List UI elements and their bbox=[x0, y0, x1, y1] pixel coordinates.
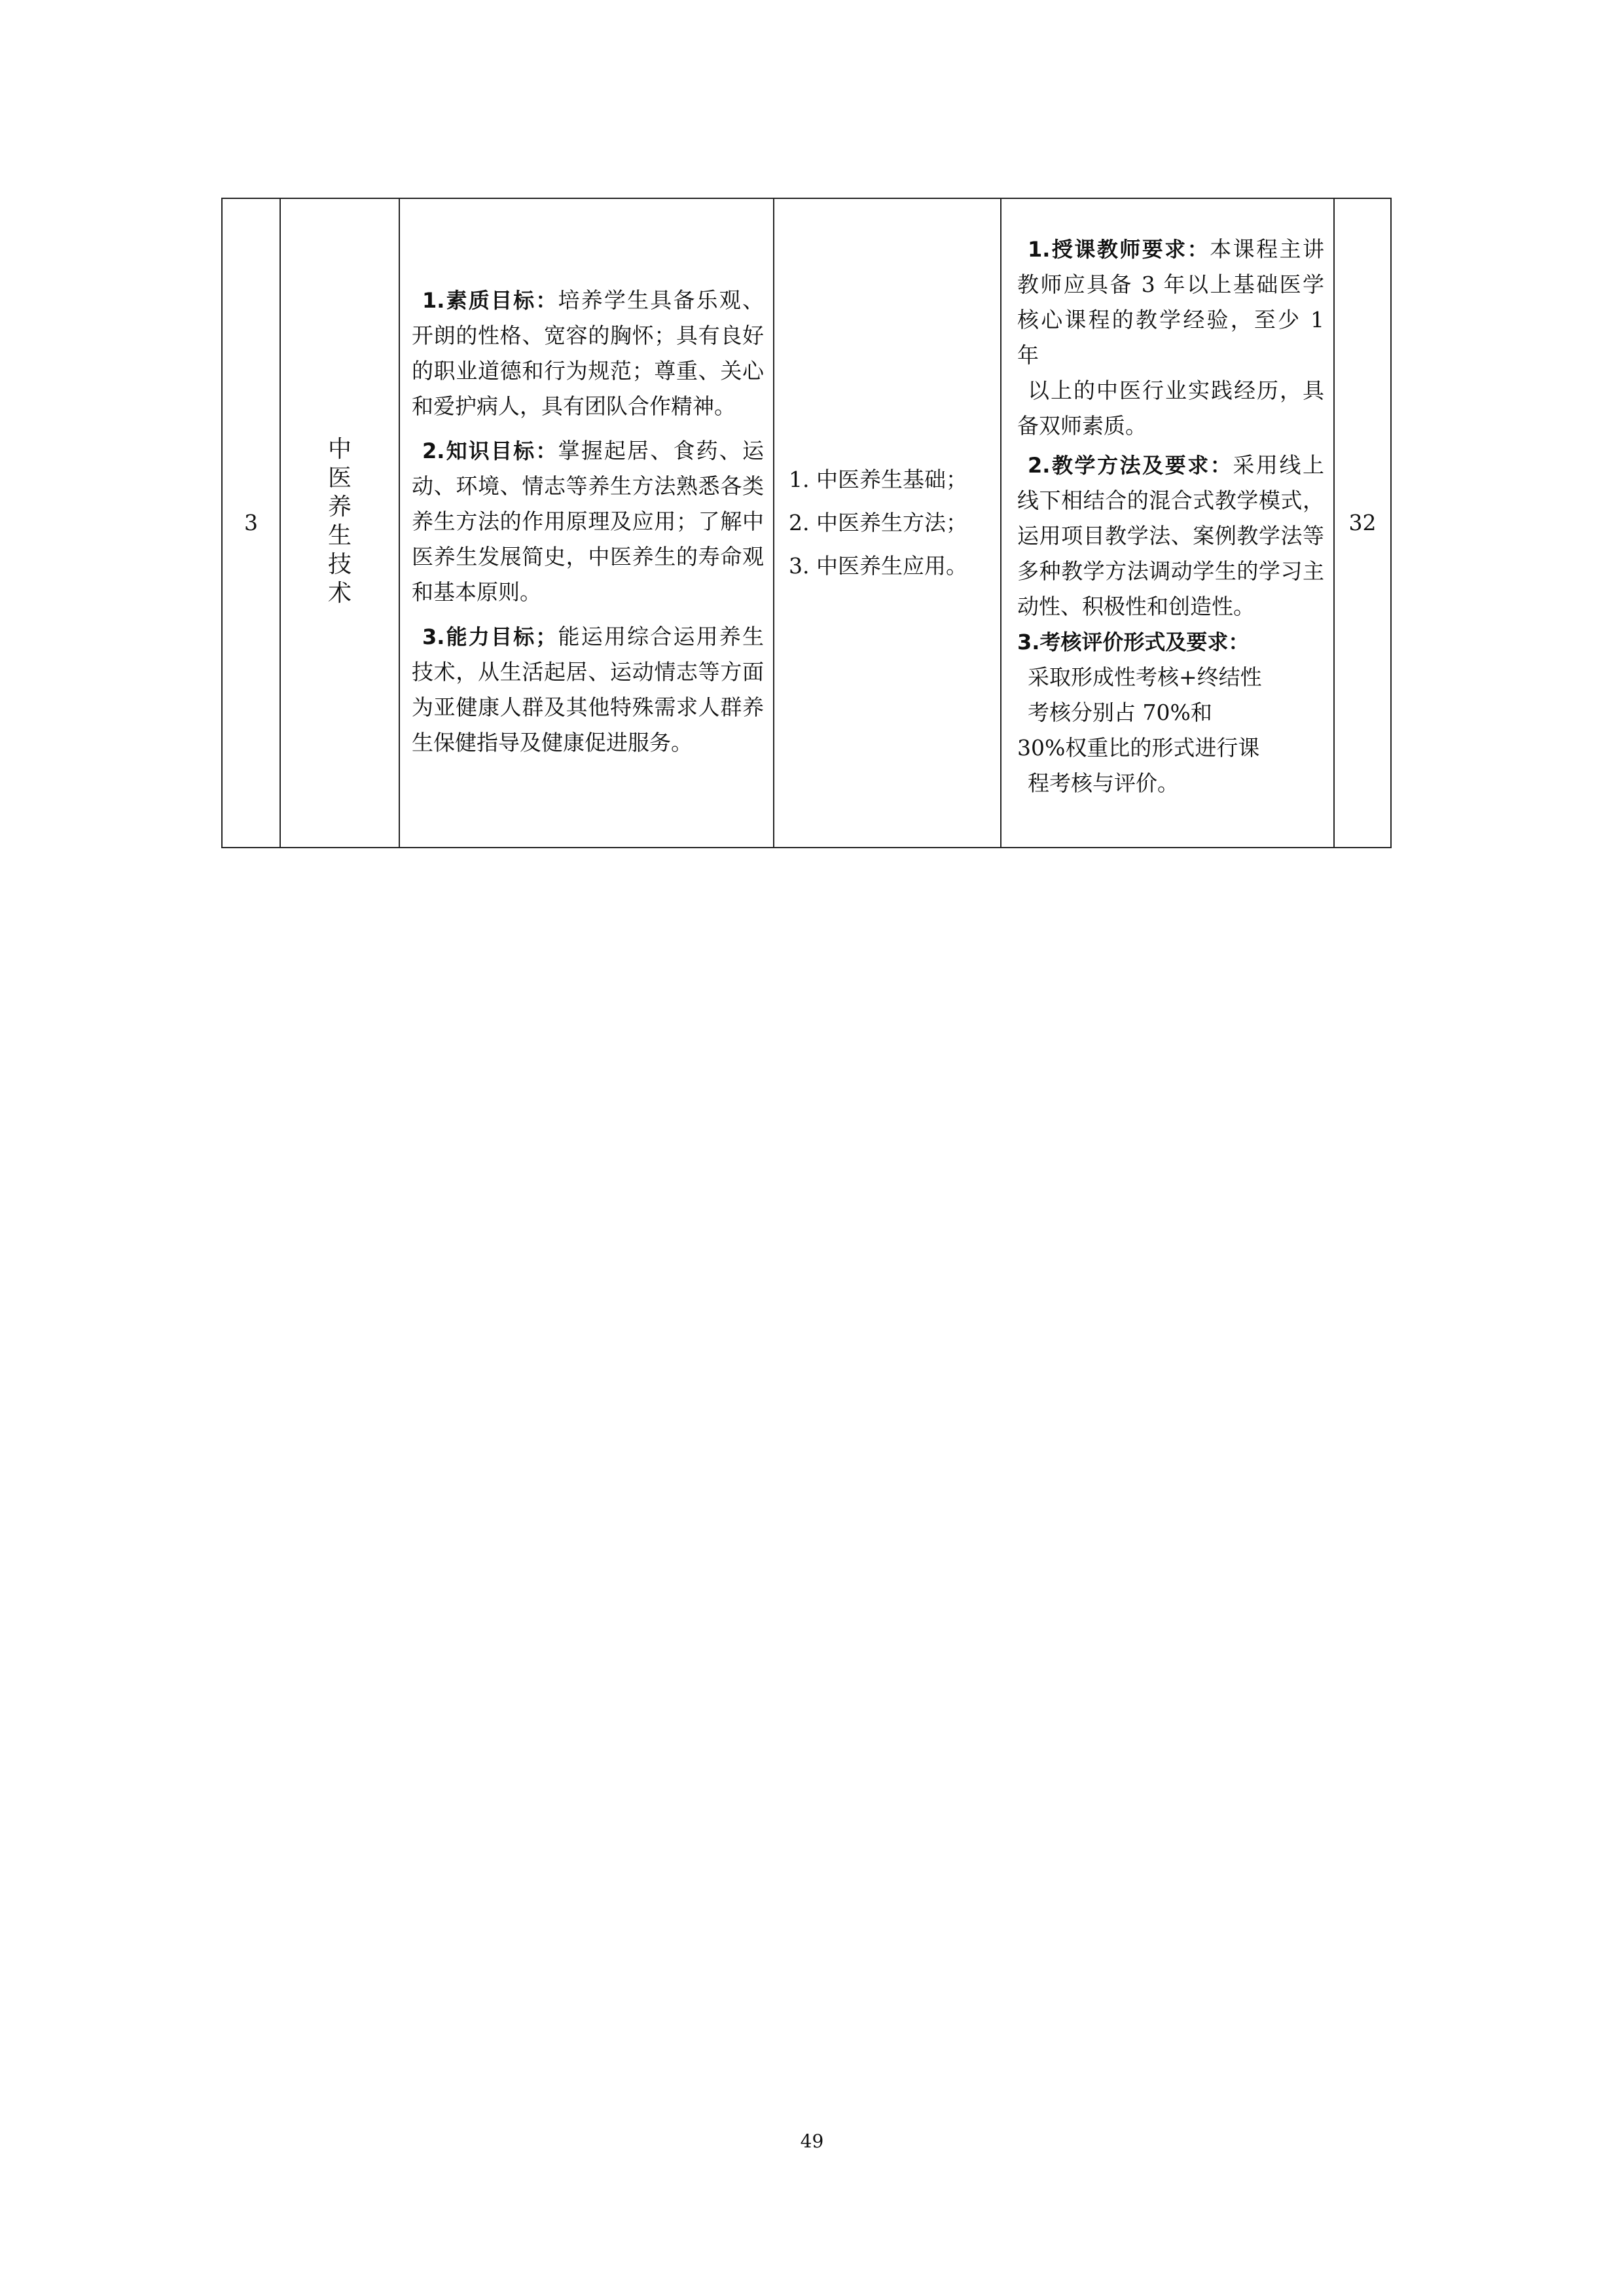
table-row bbox=[222, 198, 1391, 848]
assessment-line-2: 考核分别占 70%和 bbox=[1028, 700, 1212, 725]
teacher-requirement bbox=[1017, 232, 1324, 373]
assessment-line-1: 采取形成性考核+终结性 bbox=[1028, 664, 1262, 690]
course-hours: 32 bbox=[1334, 198, 1391, 848]
content-item-application: 3. 中医养生应用。 bbox=[789, 553, 967, 579]
assessment-heading bbox=[1017, 624, 1324, 660]
teacher-requirement-label: 1.授课教师要求： bbox=[1028, 237, 1210, 262]
teaching-method-text: 采用线上线下相结合的混合式教学模式，运用项目教学法、案例教学法等多种教学方法调动学生的学习主动性、积极性和创造性。 bbox=[1017, 452, 1324, 619]
course-table bbox=[221, 198, 1392, 848]
goal-knowledge bbox=[412, 433, 764, 610]
assessment-line-4: 程考核与评价。 bbox=[1028, 770, 1179, 796]
goal-quality-text: 培养学生具备乐观、开朗的性格、宽容的胸怀；具有良好的职业道德和行为规范；尊重、关心和爱护病人，具有团队合作精神。 bbox=[412, 287, 764, 419]
course-name-cell bbox=[280, 198, 399, 848]
course-content-cell bbox=[774, 198, 1001, 848]
goal-quality-label: 1.素质目标： bbox=[422, 288, 558, 313]
teacher-requirement-text: 本课程主讲教师应具备 3 年以上基础医学核心课程的教学经验，至少 1 年 bbox=[1017, 236, 1324, 368]
teacher-requirement-continued: 以上的中医行业实践经历，具备双师素质。 bbox=[1017, 378, 1324, 439]
teaching-method-label: 2.教学方法及要求： bbox=[1028, 453, 1233, 478]
content-item-methods: 2. 中医养生方法； bbox=[789, 510, 967, 535]
teaching-method bbox=[1017, 448, 1324, 624]
page-number: 49 bbox=[800, 2130, 824, 2152]
assessment-label: 3.考核评价形式及要求： bbox=[1017, 630, 1250, 655]
goal-knowledge-label: 2.知识目标： bbox=[422, 439, 558, 463]
row-number: 3 bbox=[222, 198, 280, 848]
course-name: 中医养生技术 bbox=[327, 435, 352, 607]
goal-ability-text: 能运用综合运用养生技术，从生活起居、运动情志等方面为亚健康人群及其他特殊需求人群养生保健指导及健康促进服务。 bbox=[412, 624, 764, 755]
goal-ability bbox=[412, 619, 764, 761]
goal-quality bbox=[412, 283, 764, 424]
course-goals-cell bbox=[399, 198, 774, 848]
assessment-line-3: 30%权重比的形式进行课 bbox=[1017, 735, 1260, 761]
goal-ability-label: 3.能力目标； bbox=[422, 624, 557, 649]
teaching-requirements-cell bbox=[1001, 198, 1334, 848]
goal-knowledge-text: 掌握起居、食药、运动、环境、情志等养生方法熟悉各类养生方法的作用原理及应用；了解中医养生发展简史，中医养生的寿命观和基本原则。 bbox=[412, 438, 764, 605]
content-item-basics: 1. 中医养生基础； bbox=[789, 467, 967, 492]
